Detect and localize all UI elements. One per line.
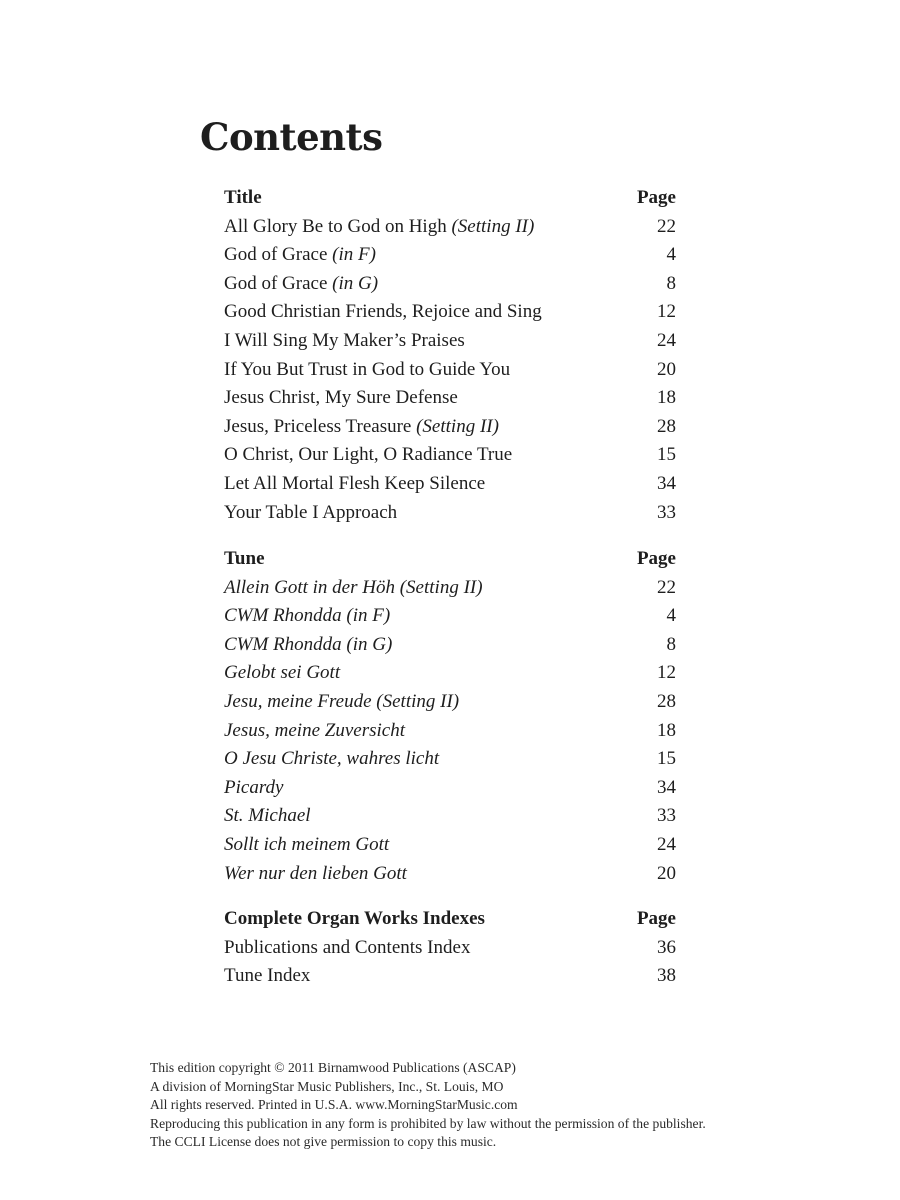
index-page: 38 bbox=[657, 965, 676, 987]
copyright-line: A division of MorningStar Music Publishers, Inc., St. Louis, MO bbox=[150, 1078, 504, 1094]
tune-entry bbox=[224, 774, 676, 803]
tune-name: St. Michael bbox=[224, 805, 311, 827]
entry-page: 33 bbox=[657, 501, 676, 523]
title-section-header bbox=[224, 184, 676, 213]
index-page: 36 bbox=[657, 936, 676, 958]
tune-entry bbox=[224, 831, 676, 860]
entry-qualifier: (in F) bbox=[332, 244, 376, 266]
copyright-notice bbox=[150, 1059, 790, 1152]
tune-entry bbox=[224, 602, 676, 631]
indexes-section-header bbox=[224, 905, 676, 934]
tune-name: Gelobt sei Gott bbox=[224, 662, 341, 684]
toc-entry bbox=[224, 327, 676, 356]
entry-page: 18 bbox=[657, 387, 676, 409]
title-column-heading: Title bbox=[224, 187, 262, 208]
toc-entry bbox=[224, 470, 676, 499]
entry-title: Good Christian Friends, Rejoice and Sing bbox=[224, 301, 542, 323]
entry-title: Jesus, Priceless Treasure (Setting II) bbox=[224, 415, 499, 437]
toc-entry bbox=[224, 384, 676, 413]
entry-title: All Glory Be to God on High (Setting II) bbox=[224, 215, 535, 237]
copyright-line: This edition copyright © 2011 Birnamwood Publications (ASCAP) bbox=[150, 1060, 516, 1075]
tune-name: O Jesu Christe, wahres licht bbox=[224, 748, 440, 770]
entry-page: 34 bbox=[657, 472, 676, 494]
entry-qualifier: (Setting II) bbox=[416, 415, 499, 437]
tune-page: 18 bbox=[657, 719, 676, 741]
tune-name: Jesu, meine Freude (Setting II) bbox=[224, 690, 460, 712]
copyright-line: Reproducing this publication in any form is prohibited by law without the permission of the publisher. bbox=[150, 1115, 706, 1131]
tune-entry bbox=[224, 717, 676, 746]
entry-title: Jesus Christ, My Sure Defense bbox=[224, 387, 458, 409]
tune-entry bbox=[224, 745, 676, 774]
entry-title: O Christ, Our Light, O Radiance True bbox=[224, 444, 513, 466]
entry-qualifier: (Setting II) bbox=[451, 215, 535, 237]
index-name: Publications and Contents Index bbox=[224, 936, 471, 958]
entry-title: Your Table I Approach bbox=[224, 501, 398, 523]
entry-page: 8 bbox=[666, 272, 676, 294]
tune-page: 15 bbox=[657, 748, 676, 770]
tune-page: 33 bbox=[657, 805, 676, 827]
entry-title: God of Grace (in G) bbox=[224, 272, 379, 294]
tune-entry bbox=[224, 860, 676, 889]
tune-name: CWM Rhondda (in G) bbox=[224, 633, 393, 655]
entry-qualifier: (in G) bbox=[332, 272, 379, 294]
tune-name: CWM Rhondda (in F) bbox=[224, 605, 391, 627]
indexes-column-heading: Complete Organ Works Indexes bbox=[224, 908, 485, 929]
index-entry bbox=[224, 934, 676, 963]
tune-page: 24 bbox=[657, 833, 676, 855]
index-name: Tune Index bbox=[224, 965, 311, 987]
tune-entry bbox=[224, 631, 676, 660]
tune-name: Allein Gott in der Höh (Setting II) bbox=[224, 576, 483, 598]
tune-entry bbox=[224, 802, 676, 831]
toc-entry bbox=[224, 441, 676, 470]
tune-name: Sollt ich meinem Gott bbox=[224, 833, 390, 855]
entry-page: 12 bbox=[657, 301, 676, 323]
index-entry bbox=[224, 962, 676, 991]
entry-page: 28 bbox=[657, 415, 676, 437]
tune-page: 28 bbox=[657, 690, 676, 712]
entry-page: 4 bbox=[666, 244, 676, 266]
tune-entry bbox=[224, 688, 676, 717]
tune-column-heading: Tune bbox=[224, 548, 265, 569]
toc-entry bbox=[224, 298, 676, 327]
tune-section bbox=[224, 545, 676, 888]
toc-entry bbox=[224, 499, 676, 528]
tune-section-header bbox=[224, 545, 676, 574]
toc-entry bbox=[224, 356, 676, 385]
tune-page: 34 bbox=[657, 776, 676, 798]
tune-page: 20 bbox=[657, 862, 676, 884]
entry-page: 15 bbox=[657, 444, 676, 466]
tune-page: 8 bbox=[666, 633, 676, 655]
tune-page: 4 bbox=[666, 605, 676, 627]
entry-page: 24 bbox=[657, 329, 676, 351]
entry-title: God of Grace (in F) bbox=[224, 244, 376, 266]
title-section bbox=[224, 184, 676, 527]
tune-name: Jesus, meine Zuversicht bbox=[224, 719, 405, 741]
tune-name: Wer nur den lieben Gott bbox=[224, 862, 407, 884]
entry-title: Let All Mortal Flesh Keep Silence bbox=[224, 472, 486, 494]
toc-entry bbox=[224, 213, 676, 242]
page-column-heading: Page bbox=[636, 187, 676, 208]
copyright-line: The CCLI License does not give permission to copy this music. bbox=[150, 1134, 497, 1150]
entry-page: 22 bbox=[657, 215, 676, 237]
indexes-section bbox=[224, 905, 676, 991]
tune-name: Picardy bbox=[224, 776, 284, 798]
tune-entry bbox=[224, 574, 676, 603]
tune-page: 12 bbox=[657, 662, 676, 684]
toc-entry bbox=[224, 270, 676, 299]
copyright-line: All rights reserved. Printed in U.S.A. www.MorningStarMusic.com bbox=[150, 1097, 518, 1113]
page-column-heading: Page bbox=[636, 548, 676, 569]
tune-entry bbox=[224, 659, 676, 688]
entry-title: I Will Sing My Maker’s Praises bbox=[224, 329, 465, 351]
page-title: Contents bbox=[200, 115, 383, 159]
entry-title: If You But Trust in God to Guide You bbox=[224, 358, 511, 380]
entry-page: 20 bbox=[657, 358, 676, 380]
page-column-heading: Page bbox=[636, 908, 676, 929]
tune-page: 22 bbox=[657, 576, 676, 598]
toc-entry bbox=[224, 241, 676, 270]
toc-entry bbox=[224, 413, 676, 442]
